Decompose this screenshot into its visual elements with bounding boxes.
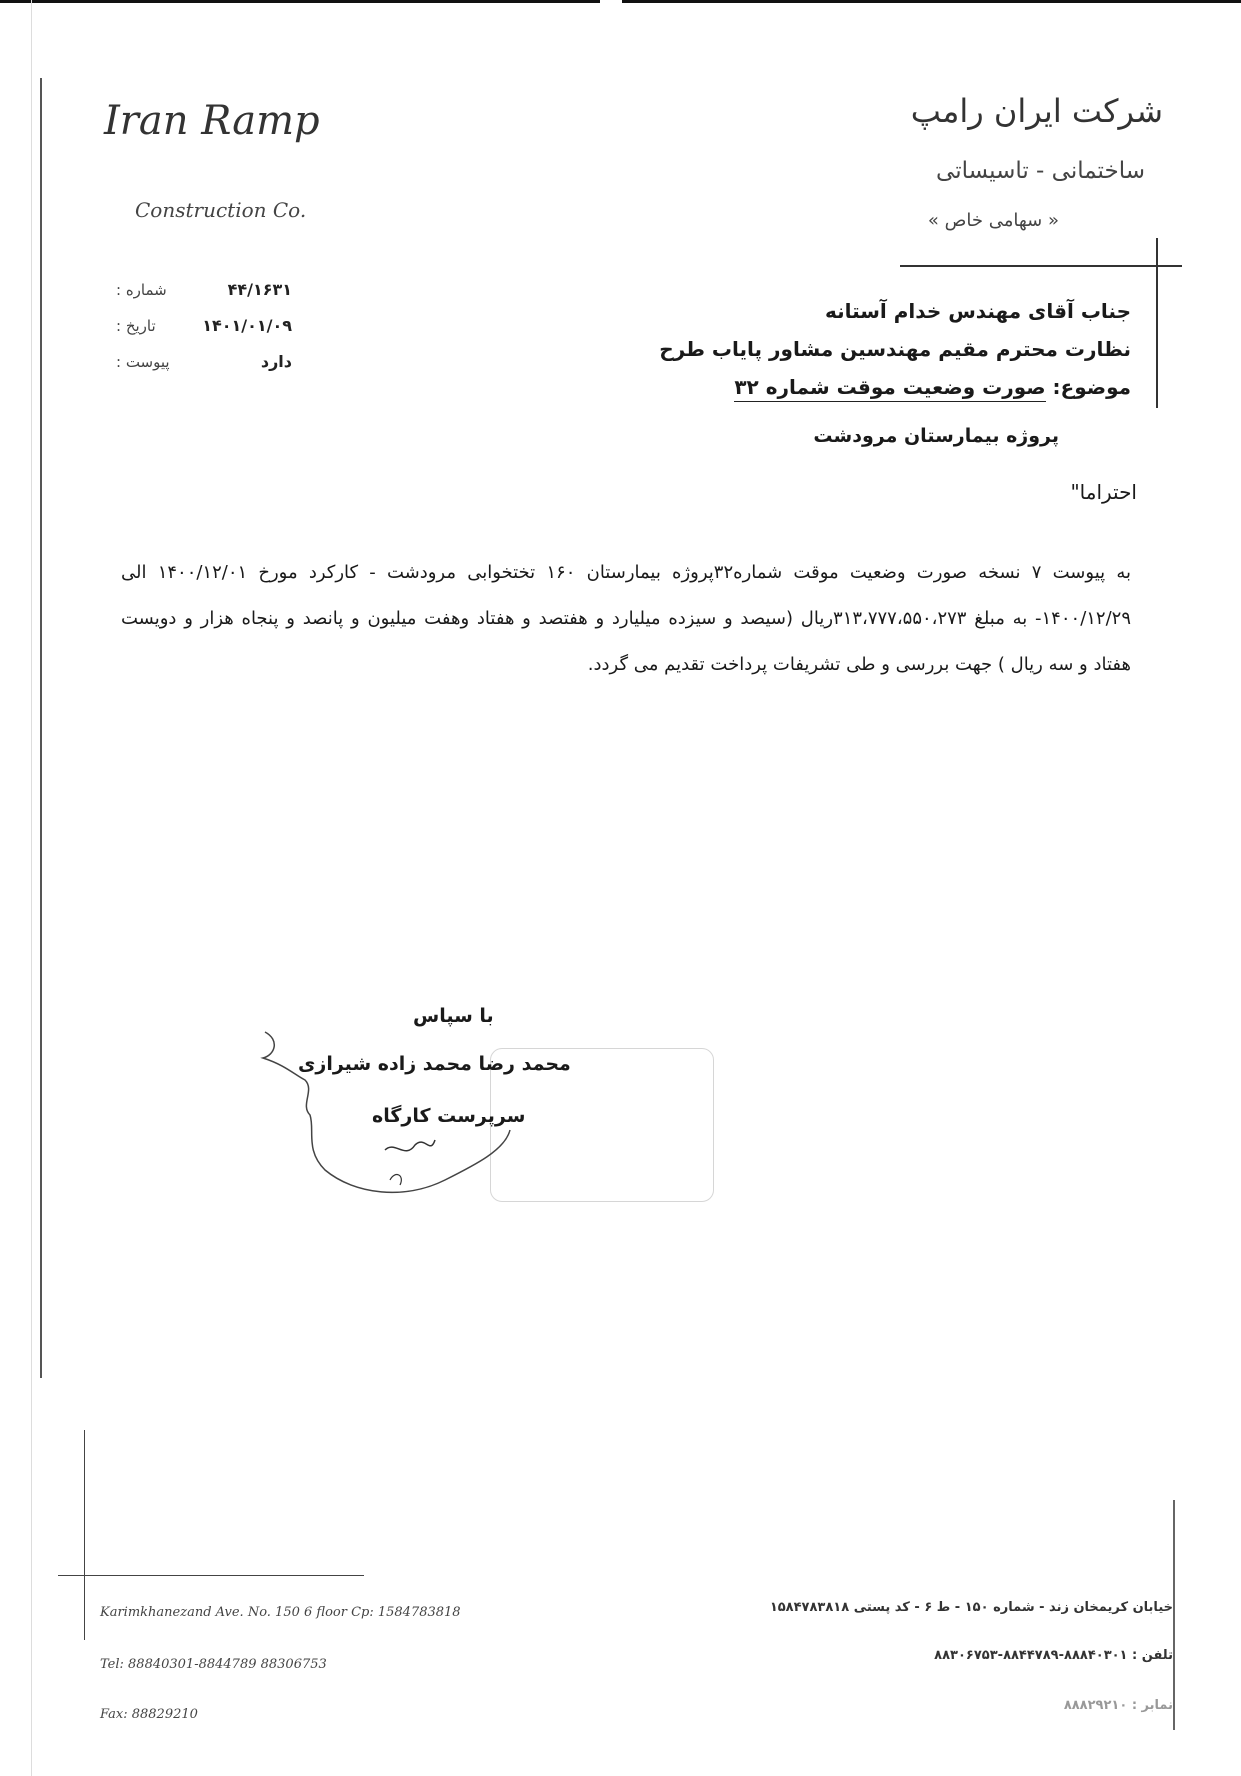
- date-label: تاریخ :: [116, 317, 156, 335]
- attachment-value: دارد: [260, 352, 292, 371]
- brand-name-fa: شرکت ایران رامپ: [910, 92, 1163, 130]
- signer-title: سرپرست کارگاه: [372, 1105, 526, 1127]
- signer-name: محمد رضا محمد زاده شیرازی: [298, 1053, 571, 1075]
- number-label: شماره :: [116, 281, 167, 299]
- company-type-fa: « سهامی خاص »: [927, 210, 1059, 231]
- letterhead-left-rule: [40, 78, 42, 1378]
- footer-divider: [58, 1575, 364, 1576]
- addressee-block: [659, 292, 1131, 406]
- addressee-name: جناب آقای مهندس خدام آستانه: [824, 299, 1131, 323]
- scan-edge-top-right: [622, 0, 1241, 3]
- attachment-label: پیوست :: [116, 353, 170, 371]
- letter-meta: [116, 280, 292, 388]
- footer-tel-fa: تلفن : ۸۸۸۴۰۳۰۱-۸۸۴۴۷۸۹-۸۸۳۰۶۷۵۳: [934, 1648, 1173, 1663]
- footer-left-rule: [84, 1430, 85, 1640]
- brand-subtitle-en: Construction Co.: [135, 198, 307, 222]
- subject-label: موضوع:: [1052, 375, 1131, 399]
- number-value: ۴۴/۱۶۳۱: [227, 280, 292, 299]
- footer-right-rule: [1173, 1500, 1175, 1730]
- closing-phrase: با سپاس: [413, 1005, 494, 1027]
- meta-number-row: [116, 280, 292, 316]
- header-underline: [900, 265, 1182, 267]
- letterhead-right-rule: [1156, 238, 1158, 408]
- footer-fax-en: Fax: 88829210: [100, 1707, 198, 1722]
- meta-attachment-row: [116, 352, 292, 388]
- footer-address-fa: خیابان کریمخان زند - شماره ۱۵۰ - ط ۶ - کد پستی ۱۵۸۴۷۸۳۸۱۸: [769, 1600, 1173, 1615]
- letter-body: به پیوست ۷ نسخه صورت وضعیت موقت شماره۳۲پروژه بیمارستان ۱۶۰ تختخوابی مرودشت - کارکرد مورخ ۱۴۰۰/۱۲/۰۱ الی ۱۴۰۰/۱۲/۲۹- به مبلغ ۳۱۳،۷۷۷،۵۵۰،۲۷۳ریال (سیصد و سیزده میلیارد و هفتصد و هفتاد وهفت میلیون و پانصد و پنجاه هزار و دویست هفتاد و سه ریال ) جهت بررسی و طی تشریفات پرداخت تقدیم می گردد.: [121, 562, 1131, 675]
- signature-mark: [385, 1140, 435, 1151]
- addressee-org: نظارت محترم مقیم مهندسین مشاور پایاب طرح: [659, 337, 1131, 361]
- project-line: پروژه بیمارستان مرودشت: [813, 425, 1059, 447]
- scan-edge-top-left: [0, 0, 600, 3]
- signature-tail: [390, 1175, 401, 1185]
- brand-subtitle-fa: ساختمانی - تاسیساتی: [936, 158, 1145, 184]
- subject-line: [659, 368, 1131, 406]
- subject-value: صورت وضعیت موقت شماره ۳۲: [734, 375, 1045, 402]
- salutation: احتراما": [1070, 480, 1137, 504]
- footer-fax-fa: نمابر : ۸۸۸۲۹۲۱۰: [1063, 1698, 1173, 1713]
- footer-address-en: Karimkhanezand Ave. No. 150 6 floor Cp: 1584783818: [100, 1605, 461, 1620]
- brand-name-en: Iran Ramp: [104, 98, 320, 144]
- scan-edge-left: [31, 0, 32, 1776]
- footer-tel-en: Tel: 88840301-8844789 88306753: [100, 1657, 327, 1672]
- meta-date-row: [116, 316, 292, 352]
- date-value: ۱۴۰۱/۰۱/۰۹: [202, 316, 292, 335]
